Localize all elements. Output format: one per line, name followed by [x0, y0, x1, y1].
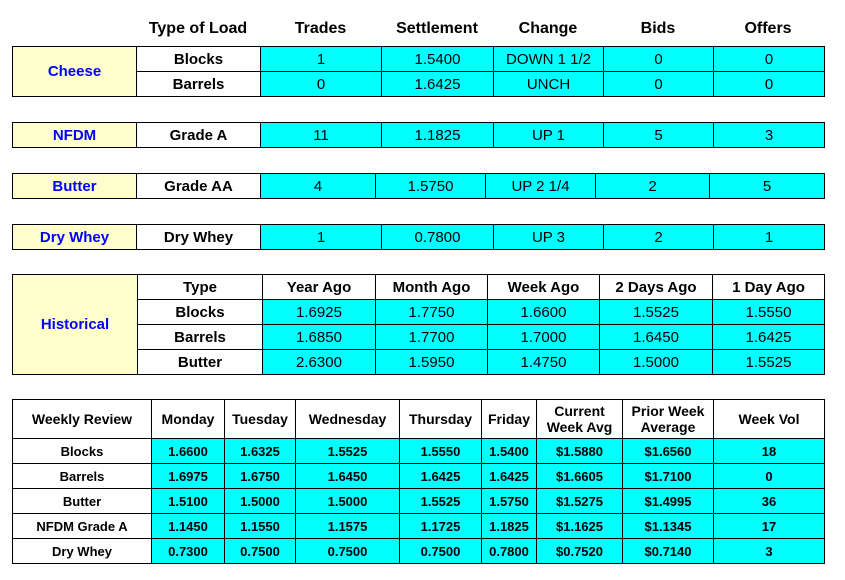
weekly-cell: 36	[714, 489, 825, 514]
weekly-cell: $1.7100	[623, 464, 714, 489]
weekly-header-week-vol: Week Vol	[714, 400, 825, 439]
nfdm-change: UP 1	[494, 123, 604, 148]
historical-cell: 1.6450	[600, 325, 713, 350]
weekly-cell: 1.6750	[225, 464, 296, 489]
butter-trades: 4	[261, 174, 376, 199]
historical-row-type: Barrels	[138, 325, 263, 350]
historical-row-type: Butter	[138, 350, 263, 375]
weekly-cell: 1.1725	[400, 514, 482, 539]
cheese-label: Cheese	[13, 47, 137, 97]
nfdm-label: NFDM	[13, 123, 137, 148]
nfdm-settlement: 1.1825	[382, 123, 494, 148]
weekly-header-weekly-review: Weekly Review	[13, 400, 152, 439]
weekly-cell: 18	[714, 439, 825, 464]
weekly-cell: $1.4995	[623, 489, 714, 514]
cheese-blocks-bids: 0	[604, 47, 714, 72]
historical-cell: 1.6600	[488, 300, 600, 325]
historical-cell: 1.5000	[600, 350, 713, 375]
weekly-cell: $1.6605	[537, 464, 623, 489]
butter-settlement: 1.5750	[376, 174, 486, 199]
weekly-cell: 1.6425	[400, 464, 482, 489]
weekly-cell: 1.5100	[152, 489, 225, 514]
weekly-cell: $0.7520	[537, 539, 623, 564]
dry-whey-change: UP 3	[494, 225, 604, 250]
weekly-cell: 0.7800	[482, 539, 537, 564]
header-trades: Trades	[294, 20, 347, 37]
weekly-header-tuesday: Tuesday	[225, 400, 296, 439]
weekly-cell: 1.5550	[400, 439, 482, 464]
weekly-row-name: NFDM Grade A	[13, 514, 152, 539]
dry-whey-table	[12, 224, 825, 250]
historical-cell: 1.5525	[713, 350, 825, 375]
weekly-cell: 1.5000	[225, 489, 296, 514]
historical-row-type: Blocks	[138, 300, 263, 325]
historical-cell: 1.4750	[488, 350, 600, 375]
historical-cell: 1.5950	[376, 350, 488, 375]
cheese-barrels-settlement: 1.6425	[382, 72, 494, 97]
header-change: Change	[518, 20, 578, 37]
weekly-cell: 3	[714, 539, 825, 564]
weekly-row-butter	[13, 489, 825, 514]
weekly-cell: $1.6560	[623, 439, 714, 464]
nfdm-offers: 3	[714, 123, 825, 148]
cheese-blocks-settlement: 1.5400	[382, 47, 494, 72]
cheese-blocks-offers: 0	[714, 47, 825, 72]
weekly-cell: 1.5525	[400, 489, 482, 514]
weekly-header-monday: Monday	[152, 400, 225, 439]
cheese-barrels-type: Barrels	[137, 72, 261, 97]
historical-cell: 1.6425	[713, 325, 825, 350]
weekly-row-name: Butter	[13, 489, 152, 514]
weekly-cell: 1.6600	[152, 439, 225, 464]
weekly-header-wednesday: Wednesday	[296, 400, 400, 439]
weekly-cell: 1.1825	[482, 514, 537, 539]
weekly-row-name: Blocks	[13, 439, 152, 464]
historical-cell: 1.6925	[263, 300, 376, 325]
weekly-header-thursday: Thursday	[400, 400, 482, 439]
weekly-cell: $1.5880	[537, 439, 623, 464]
cheese-barrels-trades: 0	[261, 72, 382, 97]
weekly-cell: 1.6450	[296, 464, 400, 489]
weekly-cell: 1.5525	[296, 439, 400, 464]
weekly-header-current-week-avg: Current Week Avg	[537, 400, 623, 439]
weekly-cell: 1.1575	[296, 514, 400, 539]
historical-label: Historical	[13, 275, 138, 375]
nfdm-trades: 11	[261, 123, 382, 148]
butter-offers: 5	[710, 174, 825, 199]
weekly-cell: 0	[714, 464, 825, 489]
historical-table	[12, 274, 825, 375]
cheese-barrels-change: UNCH	[494, 72, 604, 97]
butter-type: Grade AA	[137, 174, 261, 199]
cheese-blocks-type: Blocks	[137, 47, 261, 72]
historical-header-year-ago: Year Ago	[263, 275, 376, 300]
weekly-cell: $0.7140	[623, 539, 714, 564]
dry-whey-trades: 1	[261, 225, 382, 250]
historical-cell: 1.7700	[376, 325, 488, 350]
weekly-cell: 1.6425	[482, 464, 537, 489]
weekly-cell: 1.6325	[225, 439, 296, 464]
weekly-cell: 1.5750	[482, 489, 537, 514]
weekly-cell: $1.5275	[537, 489, 623, 514]
weekly-cell: 1.5000	[296, 489, 400, 514]
butter-label: Butter	[13, 174, 137, 199]
weekly-cell: $1.1625	[537, 514, 623, 539]
cheese-barrels-bids: 0	[604, 72, 714, 97]
weekly-row-nfdm-grade-a	[13, 514, 825, 539]
weekly-cell: 0.7500	[400, 539, 482, 564]
header-type-of-load: Type of Load	[148, 20, 248, 37]
nfdm-type: Grade A	[137, 123, 261, 148]
historical-header-2-days-ago: 2 Days Ago	[600, 275, 713, 300]
weekly-row-name: Dry Whey	[13, 539, 152, 564]
historical-header-month-ago: Month Ago	[376, 275, 488, 300]
historical-cell: 1.7000	[488, 325, 600, 350]
historical-cell: 2.6300	[263, 350, 376, 375]
historical-cell: 1.5550	[713, 300, 825, 325]
weekly-cell: 1.1450	[152, 514, 225, 539]
cheese-barrels-offers: 0	[714, 72, 825, 97]
historical-cell: 1.7750	[376, 300, 488, 325]
butter-bids: 2	[596, 174, 710, 199]
weekly-cell: 17	[714, 514, 825, 539]
cheese-blocks-trades: 1	[261, 47, 382, 72]
weekly-header-friday: Friday	[482, 400, 537, 439]
cheese-table	[12, 46, 825, 97]
butter-change: UP 2 1/4	[486, 174, 596, 199]
dry-whey-settlement: 0.7800	[382, 225, 494, 250]
dry-whey-bids: 2	[604, 225, 714, 250]
cheese-blocks-change: DOWN 1 1/2	[494, 47, 604, 72]
historical-header-1-day-ago: 1 Day Ago	[713, 275, 825, 300]
weekly-header-prior-week-average: Prior Week Average	[623, 400, 714, 439]
historical-cell: 1.6850	[263, 325, 376, 350]
dry-whey-type: Dry Whey	[137, 225, 261, 250]
header-offers: Offers	[744, 20, 792, 37]
header-settlement: Settlement	[396, 20, 478, 37]
weekly-review-table	[12, 399, 825, 564]
weekly-cell: 0.7300	[152, 539, 225, 564]
nfdm-table	[12, 122, 825, 148]
weekly-row-barrels	[13, 464, 825, 489]
nfdm-bids: 5	[604, 123, 714, 148]
historical-cell: 1.5525	[600, 300, 713, 325]
weekly-row-blocks	[13, 439, 825, 464]
butter-table	[12, 173, 825, 199]
weekly-row-name: Barrels	[13, 464, 152, 489]
weekly-cell: 0.7500	[296, 539, 400, 564]
historical-header-type: Type	[138, 275, 263, 300]
header-bids: Bids	[640, 20, 676, 37]
weekly-cell: 1.6975	[152, 464, 225, 489]
historical-header-week-ago: Week Ago	[488, 275, 600, 300]
dry-whey-label: Dry Whey	[13, 225, 137, 250]
weekly-cell: 0.7500	[225, 539, 296, 564]
weekly-cell: $1.1345	[623, 514, 714, 539]
dry-whey-offers: 1	[714, 225, 825, 250]
weekly-row-dry-whey	[13, 539, 825, 564]
weekly-cell: 1.5400	[482, 439, 537, 464]
weekly-cell: 1.1550	[225, 514, 296, 539]
